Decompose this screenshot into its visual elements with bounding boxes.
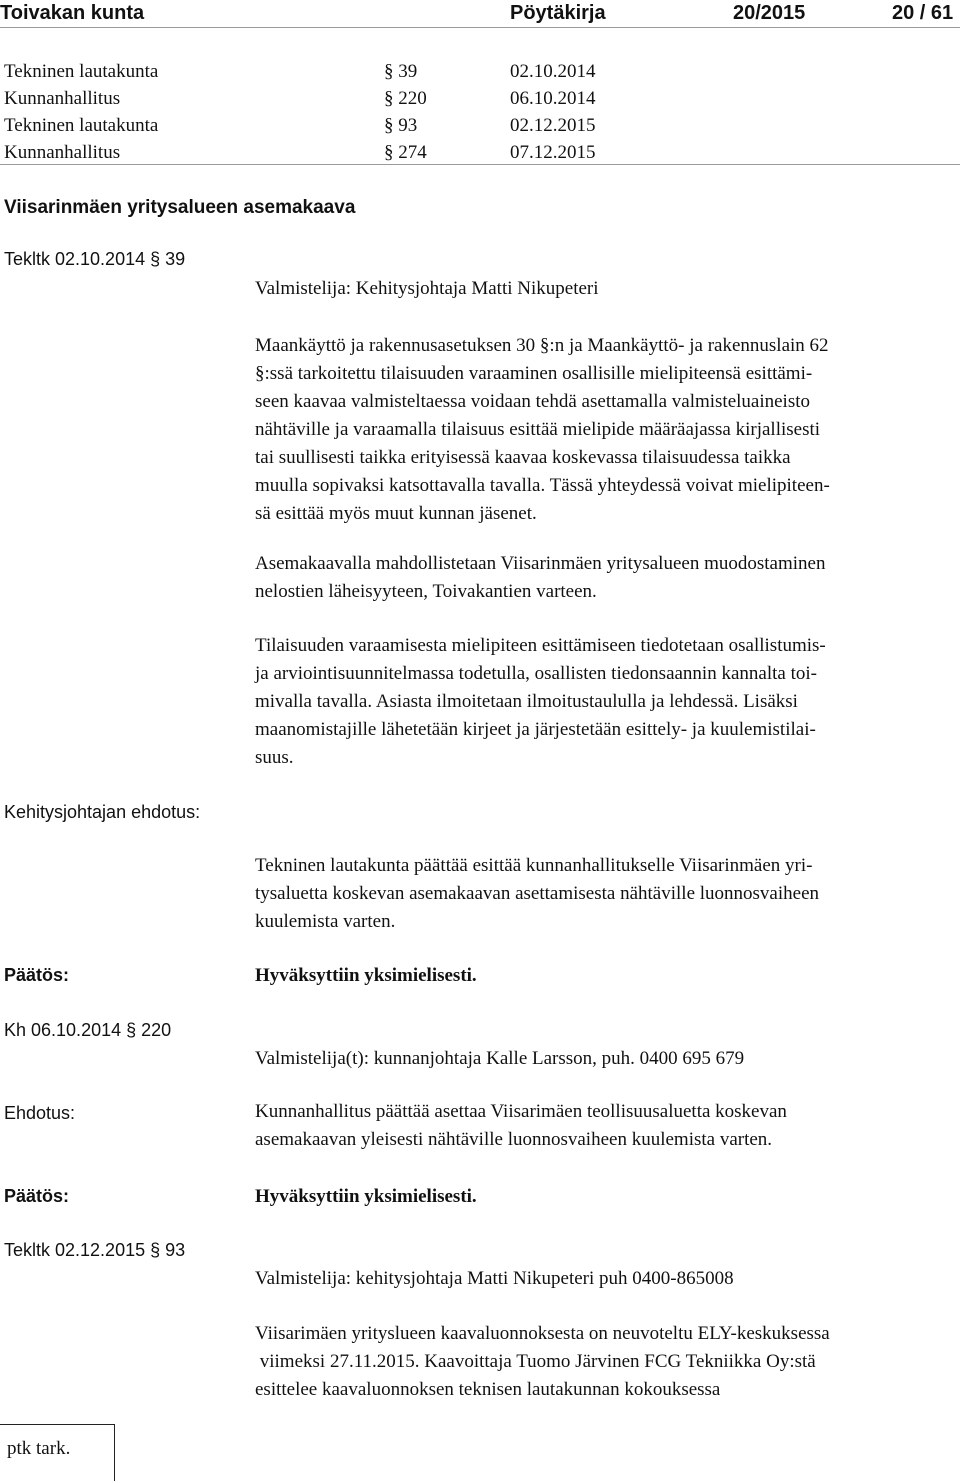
text-line: ja arviointisuunnitelmassa todetulla, osallisten tiedonsaannin kannalta toi- (255, 663, 817, 684)
entry3-paragraph-1 (255, 1320, 960, 1404)
text-line: Tilaisuuden varaamisesta mielipiteen esittämiseen tiedotetaan osallistumis- (255, 635, 826, 656)
page-number: 20 / 61 (892, 2, 954, 24)
text-line: seen kaavaa valmisteltaessa voidaan tehdä asettamalla valmisteluaineisto (255, 391, 811, 412)
entry1-proposal-label: Kehitysjohtajan ehdotus: (4, 802, 201, 822)
entry1-proposal (255, 852, 960, 936)
text-line: viimeksi 27.11.2015. Kaavoittaja Tuomo Järvinen FCG Tekniikka Oy:stä (255, 1351, 816, 1372)
text-line: maanomistajille lähetetään kirjeet ja järjestetään esittely- ja kuulemistilai- (255, 719, 816, 740)
document-number: 20/2015 (733, 2, 806, 24)
text-line: kuulemista varten. (255, 911, 396, 932)
text-line: sä esittää myös muut kunnan jäsenet. (255, 503, 537, 524)
item-title: Viisarinmäen yritysalueen asemakaava (4, 197, 356, 218)
entry1-preparer: Valmistelija: Kehitysjohtaja Matti Nikupeteri (255, 278, 599, 299)
document-type: Pöytäkirja (510, 2, 606, 24)
text-line: Kunnanhallitus päättää asettaa Viisarimäen teollisuusaluetta koskevan (255, 1101, 787, 1122)
text-line: muulla sopivaksi katsottavalla tavalla. Tässä yhteydessä voivat mielipiteen- (255, 475, 830, 496)
history-body: Tekninen lautakunta (4, 61, 159, 82)
entry1-decision: Hyväksyttiin yksimielisesti. (255, 965, 477, 986)
header-divider (0, 27, 960, 28)
entry3-reference: Tekltk 02.12.2015 § 93 (4, 1240, 186, 1260)
entry2-proposal-label: Ehdotus: (4, 1103, 76, 1123)
text-line: suus. (255, 747, 294, 768)
entry2-proposal (255, 1098, 960, 1154)
entry1-paragraph-2 (255, 550, 960, 606)
text-line: asemakaavan yleisesti nähtäville luonnosvaiheen kuulemista varten. (255, 1129, 773, 1150)
entry1-paragraph-3 (255, 632, 960, 772)
text-line: esittelee kaavaluonnoksen teknisen lautakunnan kokouksessa (255, 1379, 721, 1400)
entry1-decision-label: Päätös: (4, 965, 70, 985)
text-line: §:ssä tarkoitettu tilaisuuden varaaminen osallisille mielipiteensä esittämi- (255, 363, 813, 384)
municipality-name: Toivakan kunta (0, 2, 145, 24)
text-line: mivalla tavalla. Asiasta ilmoitetaan ilmoitustaululla ja lehdessä. Lisäksi (255, 691, 798, 712)
protocol-checker-label: ptk tark. (7, 1438, 71, 1459)
page-header (0, 0, 960, 24)
text-line: nähtäville ja varaamalla tilaisuus esittää mielipide määräajassa kirjallisesti (255, 419, 821, 440)
history-date: 02.10.2014 (510, 61, 596, 82)
entry1-paragraph-1 (255, 332, 960, 528)
protocol-checker-box (0, 1424, 115, 1481)
history-date: 07.12.2015 (510, 142, 596, 163)
entry1-reference: Tekltk 02.10.2014 § 39 (4, 249, 186, 269)
entry2-decision: Hyväksyttiin yksimielisesti. (255, 1186, 477, 1207)
history-body: Tekninen lautakunta (4, 115, 159, 136)
text-line: Maankäyttö ja rakennusasetuksen 30 §:n ja Maankäyttö- ja rakennuslain 62 (255, 335, 829, 356)
entry2-reference: Kh 06.10.2014 § 220 (4, 1020, 172, 1040)
entry2-decision-label: Päätös: (4, 1186, 70, 1206)
text-line: Tekninen lautakunta päättää esittää kunnanhallitukselle Viisarinmäen yri- (255, 855, 813, 876)
history-section: § 274 (384, 142, 427, 163)
history-divider (0, 164, 960, 165)
history-date: 06.10.2014 (510, 88, 596, 109)
history-section: § 39 (384, 61, 418, 82)
history-section: § 220 (384, 88, 427, 109)
text-line: nelostien läheisyyteen, Toivakantien varteen. (255, 581, 597, 602)
entry3-preparer: Valmistelija: kehitysjohtaja Matti Nikupeteri puh 0400-865008 (255, 1268, 734, 1289)
text-line: tysaluetta koskevan asemakaavan asettamisesta nähtäville luonnosvaiheen (255, 883, 819, 904)
history-section: § 93 (384, 115, 418, 136)
history-date: 02.12.2015 (510, 115, 596, 136)
history-body: Kunnanhallitus (4, 142, 121, 163)
text-line: Asemakaavalla mahdollistetaan Viisarinmäen yritysalueen muodostaminen (255, 553, 826, 574)
text-line: Viisarimäen yrityslueen kaavaluonnoksesta on neuvoteltu ELY-keskuksessa (255, 1323, 830, 1344)
text-line: tai suullisesti taikka erityisessä kaavaa koskevassa tilaisuudessa taikka (255, 447, 791, 468)
history-body: Kunnanhallitus (4, 88, 121, 109)
entry2-preparer: Valmistelija(t): kunnanjohtaja Kalle Larsson, puh. 0400 695 679 (255, 1048, 745, 1069)
